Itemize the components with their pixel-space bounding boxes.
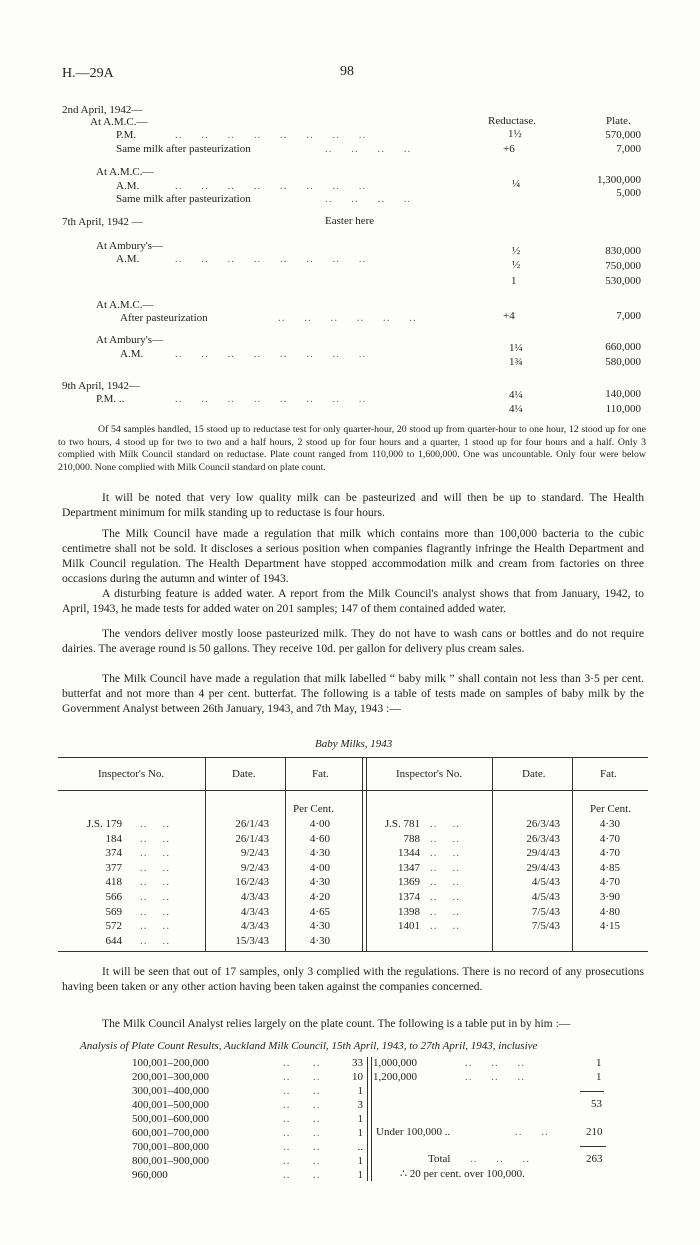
reductase-value: 1½ bbox=[508, 128, 522, 140]
sample-date: 26/1/43 bbox=[235, 818, 269, 830]
column-divider bbox=[285, 757, 286, 951]
dot-leader: .. .. bbox=[140, 920, 170, 933]
reductase-value: +6 bbox=[503, 143, 515, 155]
plate-value: 7,000 bbox=[616, 143, 641, 155]
dot-leader: .. .. .. .. .. .. .. .. bbox=[175, 348, 367, 360]
sample-date: 26/1/43 bbox=[235, 832, 269, 845]
plate-count: 1 bbox=[596, 1057, 602, 1069]
plate-count: 1 bbox=[357, 1155, 363, 1167]
dot-leader: .. .. bbox=[283, 1127, 321, 1139]
dot-leader: .. .. bbox=[283, 1155, 321, 1167]
plate-count: 1 bbox=[357, 1113, 363, 1125]
reductase-value: ½ bbox=[512, 245, 521, 257]
dot-leader: .. .. .. bbox=[470, 1153, 530, 1165]
entry-label: At A.M.C.— bbox=[96, 166, 154, 178]
sample-date: 4/3/43 bbox=[240, 905, 269, 918]
sample-date: 26/3/43 bbox=[526, 818, 560, 830]
entry-label: P.M. bbox=[116, 129, 137, 141]
fat-percent: 4·65 bbox=[309, 905, 330, 918]
plate-range: 400,001–500,000 bbox=[132, 1099, 209, 1111]
sum-rule bbox=[580, 1091, 604, 1092]
col-header-fat: Fat. bbox=[312, 768, 329, 780]
dot-leader: .. .. bbox=[140, 847, 170, 860]
total-count: 263 bbox=[586, 1153, 603, 1165]
entry-label: Same milk after pasteurization bbox=[116, 193, 251, 205]
summary-note: Of 54 samples handled, 15 stood up to reductase test for only quarter-hour, 20 stood up from quarter-hour to one hour, 12 stood up for one to two hours, 4 stood up for two to two and a half hours, 2 stood up for four hours and a quarter, 1 stood up for four hours and a half. Only 3 complied with Milk Council standard on reductase. Plate count ranged from 110,000 to 1,600,000. One was uncountable. Only four were below 210,000. None complied with Milk Council standard on plate count. bbox=[58, 424, 646, 473]
sample-date: 29/4/43 bbox=[526, 861, 560, 874]
sample-date: 29/4/43 bbox=[526, 847, 560, 860]
plate-value: 660,000 bbox=[605, 341, 641, 353]
baby-table-title: Baby Milks, 1943 bbox=[315, 738, 393, 750]
fat-percent: 4·30 bbox=[309, 920, 330, 933]
sample-date: 4/3/43 bbox=[240, 920, 269, 933]
plate-range: 1,200,000 bbox=[373, 1071, 417, 1083]
paragraph: The Milk Council have made a regulation that milk labelled “ baby milk ” shall contain not less than 3·5 per cent. butterfat and not more than 4 per cent. butterfat. The following is a table of tests made on samples of baby milk by the Government Analyst between 26th January, 1943, and 7th May, 1943 :— bbox=[62, 672, 644, 715]
sample-date: 9/2/43 bbox=[240, 861, 269, 874]
dot-leader: .. .. .. .. .. .. .. .. bbox=[175, 129, 367, 141]
dot-leader: .. .. bbox=[430, 847, 460, 860]
entry-label: P.M. .. bbox=[96, 393, 125, 405]
plate-value: 140,000 bbox=[605, 388, 641, 400]
fat-percent: 4·15 bbox=[599, 920, 620, 933]
dot-leader: .. .. bbox=[140, 891, 170, 903]
plate-range: 200,001–300,000 bbox=[132, 1071, 209, 1083]
dot-leader: .. .. bbox=[430, 832, 460, 845]
plate-range: 500,001–600,000 bbox=[132, 1113, 209, 1125]
dot-leader: .. .. bbox=[430, 920, 460, 933]
reductase-value: +4 bbox=[503, 310, 515, 322]
plate-value: 570,000 bbox=[605, 129, 641, 141]
col-header-inspector: Inspector's No. bbox=[98, 768, 165, 780]
unit-label: Per Cent. bbox=[590, 803, 631, 815]
inspector-no: 644 bbox=[105, 934, 122, 947]
paragraph: The vendors deliver mostly loose pasteurized milk. They do not have to wash cans or bottles and do not require dairies. The average round is 50 gallons. They receive 10d. per gallon for delivery plus cream sales. bbox=[62, 627, 644, 655]
entry-label: At A.M.C.— bbox=[90, 116, 148, 128]
dot-leader: .. .. bbox=[430, 818, 460, 830]
dot-leader: .. .. bbox=[283, 1113, 321, 1125]
sample-date: 4/3/43 bbox=[240, 891, 269, 903]
plate-count: 10 bbox=[352, 1071, 363, 1083]
entry-label: A.M. bbox=[116, 253, 140, 265]
plate-count: 1 bbox=[357, 1169, 363, 1181]
entry-label: At A.M.C.— bbox=[96, 299, 154, 311]
dot-leader: .. .. bbox=[430, 891, 460, 903]
column-divider bbox=[572, 757, 573, 951]
sample-date: 7/5/43 bbox=[531, 920, 560, 933]
plate-count: 33 bbox=[352, 1057, 363, 1069]
fat-percent: 4·70 bbox=[599, 847, 620, 860]
under-count: 210 bbox=[586, 1126, 603, 1138]
inspector-no: 1344 bbox=[398, 847, 420, 860]
table-bottom-rule bbox=[58, 951, 648, 952]
reductase-value: 1¾ bbox=[509, 356, 523, 368]
plate-value: 110,000 bbox=[605, 403, 641, 415]
fat-percent: 4·70 bbox=[599, 876, 620, 889]
plate-heading: Plate. bbox=[606, 115, 631, 127]
reductase-value: 4¼ bbox=[509, 403, 523, 415]
entry-label: A.M. bbox=[120, 348, 144, 360]
dot-leader: .. .. bbox=[283, 1169, 321, 1181]
sample-date: 9/2/43 bbox=[240, 847, 269, 860]
column-divider bbox=[205, 757, 206, 951]
entry-label: At Ambury's— bbox=[96, 240, 164, 252]
dot-leader: .. .. bbox=[140, 876, 170, 889]
fat-percent: 4·80 bbox=[599, 905, 620, 918]
entry-label: After pasteurization bbox=[120, 312, 208, 324]
dot-leader: .. .. bbox=[283, 1141, 321, 1153]
dot-leader: .. .. bbox=[283, 1085, 321, 1097]
plate-range: 600,001–700,000 bbox=[132, 1127, 209, 1139]
fat-percent: 3·90 bbox=[599, 891, 620, 903]
plate-value: 1,300,000 bbox=[597, 174, 641, 186]
dot-leader: .. .. bbox=[140, 905, 170, 918]
fat-percent: 4·30 bbox=[309, 934, 330, 947]
dot-leader: .. .. bbox=[283, 1071, 321, 1083]
plate-range: 960,000 bbox=[132, 1169, 168, 1181]
sample-date: 26/3/43 bbox=[526, 832, 560, 845]
dot-leader: .. .. bbox=[140, 861, 170, 874]
plate-value: 750,000 bbox=[605, 260, 641, 272]
plate-count: 1 bbox=[596, 1071, 602, 1083]
inspector-no: 184 bbox=[105, 832, 122, 845]
sample-date: 7/5/43 bbox=[531, 905, 560, 918]
plate-value: 580,000 bbox=[605, 356, 641, 368]
dot-leader: .. .. bbox=[140, 832, 170, 845]
inspector-no: J.S. 781 bbox=[384, 818, 420, 830]
fat-percent: 4·00 bbox=[309, 818, 330, 830]
plate-count: 1 bbox=[357, 1127, 363, 1139]
dot-leader: .. .. .. bbox=[465, 1057, 525, 1069]
dot-leader: .. .. bbox=[140, 934, 170, 947]
dot-leader: .. .. bbox=[430, 861, 460, 874]
table-header-rule bbox=[58, 790, 648, 791]
plate-range: 1,000,000 bbox=[373, 1057, 417, 1069]
sample-date: 15/3/43 bbox=[235, 934, 269, 947]
inspector-no: 377 bbox=[105, 861, 122, 874]
sum-rule bbox=[580, 1146, 606, 1147]
column-divider bbox=[492, 757, 493, 951]
entry-label: At Ambury's— bbox=[96, 334, 164, 346]
dot-leader: .. .. .. .. .. .. bbox=[278, 312, 417, 324]
plate-count: .. bbox=[357, 1141, 363, 1153]
plate-count: 3 bbox=[357, 1099, 363, 1111]
dot-leader: .. .. bbox=[283, 1099, 321, 1111]
plate-range: 300,001–400,000 bbox=[132, 1085, 209, 1097]
dot-leader: .. .. bbox=[430, 876, 460, 889]
inspector-no: 374 bbox=[105, 847, 122, 860]
plate-value: 530,000 bbox=[605, 275, 641, 287]
paragraph: It will be noted that very low quality milk can be pasteurized and will then be up to standard. The Health Department minimum for milk standing up to reductase is four hours. bbox=[62, 491, 644, 519]
entry-label: A.M. bbox=[116, 180, 140, 192]
plate-range: 100,001–200,000 bbox=[132, 1057, 209, 1069]
inspector-no: J.S. 179 bbox=[86, 818, 122, 830]
fat-percent: 4·30 bbox=[309, 876, 330, 889]
fat-percent: 4·85 bbox=[599, 861, 620, 874]
plate-count: 1 bbox=[357, 1085, 363, 1097]
plate-subtotal: 53 bbox=[591, 1098, 602, 1110]
inspector-no: 569 bbox=[105, 905, 122, 918]
inspector-no: 1398 bbox=[398, 905, 420, 918]
reductase-value: ¼ bbox=[512, 178, 521, 190]
column-divider-double bbox=[362, 757, 367, 951]
inspector-no: 1347 bbox=[398, 861, 420, 874]
sample-date: 4/5/43 bbox=[531, 891, 560, 903]
unit-label: Per Cent. bbox=[293, 803, 334, 815]
paragraph: The Milk Council Analyst relies largely on the plate count. The following is a table put in by him :— bbox=[102, 1017, 571, 1030]
under-label: Under 100,000 .. bbox=[376, 1126, 451, 1138]
inspector-no: 566 bbox=[105, 891, 122, 903]
inspector-no: 572 bbox=[105, 920, 122, 933]
dot-leader: .. .. .. .. bbox=[325, 143, 412, 155]
col-header-inspector: Inspector's No. bbox=[396, 768, 463, 780]
page-number: 98 bbox=[340, 64, 354, 79]
entry-date: 9th April, 1942— bbox=[62, 380, 140, 392]
plate-footnote: ∴ 20 per cent. over 100,000. bbox=[400, 1168, 525, 1180]
col-header-fat: Fat. bbox=[600, 768, 617, 780]
sample-date: 4/5/43 bbox=[531, 876, 560, 889]
fat-percent: 4·20 bbox=[309, 891, 330, 903]
plate-value: 7,000 bbox=[616, 310, 641, 322]
plate-range: 800,001–900,000 bbox=[132, 1155, 209, 1167]
paragraph: It will be seen that out of 17 samples, only 3 complied with the regulations. There is no record of any prosecutions having been taken or any other action having been taken against the companies concerned. bbox=[62, 965, 644, 993]
inspector-no: 788 bbox=[403, 832, 420, 845]
inspector-no: 1374 bbox=[398, 891, 420, 903]
col-header-date: Date. bbox=[232, 768, 256, 780]
col-header-date: Date. bbox=[522, 768, 546, 780]
dot-leader: .. .. .. .. bbox=[325, 193, 412, 205]
total-label: Total bbox=[428, 1153, 451, 1165]
reductase-value: 1 bbox=[511, 275, 517, 287]
reductase-value: 4¼ bbox=[509, 389, 523, 401]
fat-percent: 4·60 bbox=[309, 832, 330, 845]
dot-leader: .. .. .. .. .. .. .. .. bbox=[175, 393, 367, 405]
fat-percent: 4·30 bbox=[599, 818, 620, 830]
paragraph: The Milk Council have made a regulation that milk which contains more than 100,000 bacteria to the cubic centimetre shall not be sold. It discloses a serious position when companies flagrantly infringe the Health Department and Milk Council regulation. The Health Department have stopped accommodation milk and cream from factories on three occasions during the autumn and winter of 1943. bbox=[62, 527, 644, 585]
dot-leader: .. .. bbox=[430, 905, 460, 918]
sample-date: 16/2/43 bbox=[235, 876, 269, 889]
entry-date: 2nd April, 1942— bbox=[62, 104, 143, 116]
table-top-rule bbox=[58, 757, 648, 758]
inspector-no: 418 bbox=[105, 876, 122, 889]
inspector-no: 1369 bbox=[398, 876, 420, 889]
paragraph: A disturbing feature is added water. A report from the Milk Council's analyst shows that from January, 1942, to April, 1943, he made tests for added water on 201 samples; 147 of them contained added water. bbox=[62, 587, 644, 615]
reductase-value: ½ bbox=[512, 259, 521, 271]
dot-leader: .. .. .. .. .. .. .. .. bbox=[175, 180, 367, 192]
reductase-value: 1¼ bbox=[509, 342, 523, 354]
dot-leader: .. .. bbox=[283, 1057, 321, 1069]
entry-date: 7th April, 1942 — bbox=[62, 216, 143, 228]
dot-leader: .. .. .. .. .. .. .. .. bbox=[175, 253, 367, 265]
entry-label: Same milk after pasteurization bbox=[116, 143, 251, 155]
plate-value: 830,000 bbox=[605, 245, 641, 257]
plate-value: 5,000 bbox=[616, 187, 641, 199]
column-divider-double bbox=[367, 1057, 372, 1181]
dot-leader: .. .. .. bbox=[465, 1071, 525, 1083]
dot-leader: .. .. bbox=[515, 1126, 549, 1138]
fat-percent: 4·70 bbox=[599, 832, 620, 845]
reductase-heading: Reductase. bbox=[488, 115, 536, 127]
fat-percent: 4·30 bbox=[309, 847, 330, 860]
plate-range: 700,001–800,000 bbox=[132, 1141, 209, 1153]
inspector-no: 1401 bbox=[398, 920, 420, 933]
header-reference: H.—29A bbox=[62, 66, 114, 81]
entry-note: Easter here bbox=[325, 215, 375, 227]
plate-table-title: Analysis of Plate Count Results, Auckland Milk Council, 15th April, 1943, to 27th April, 1943, inclusive bbox=[80, 1040, 538, 1052]
fat-percent: 4·00 bbox=[309, 861, 330, 874]
dot-leader: .. .. bbox=[140, 818, 170, 830]
